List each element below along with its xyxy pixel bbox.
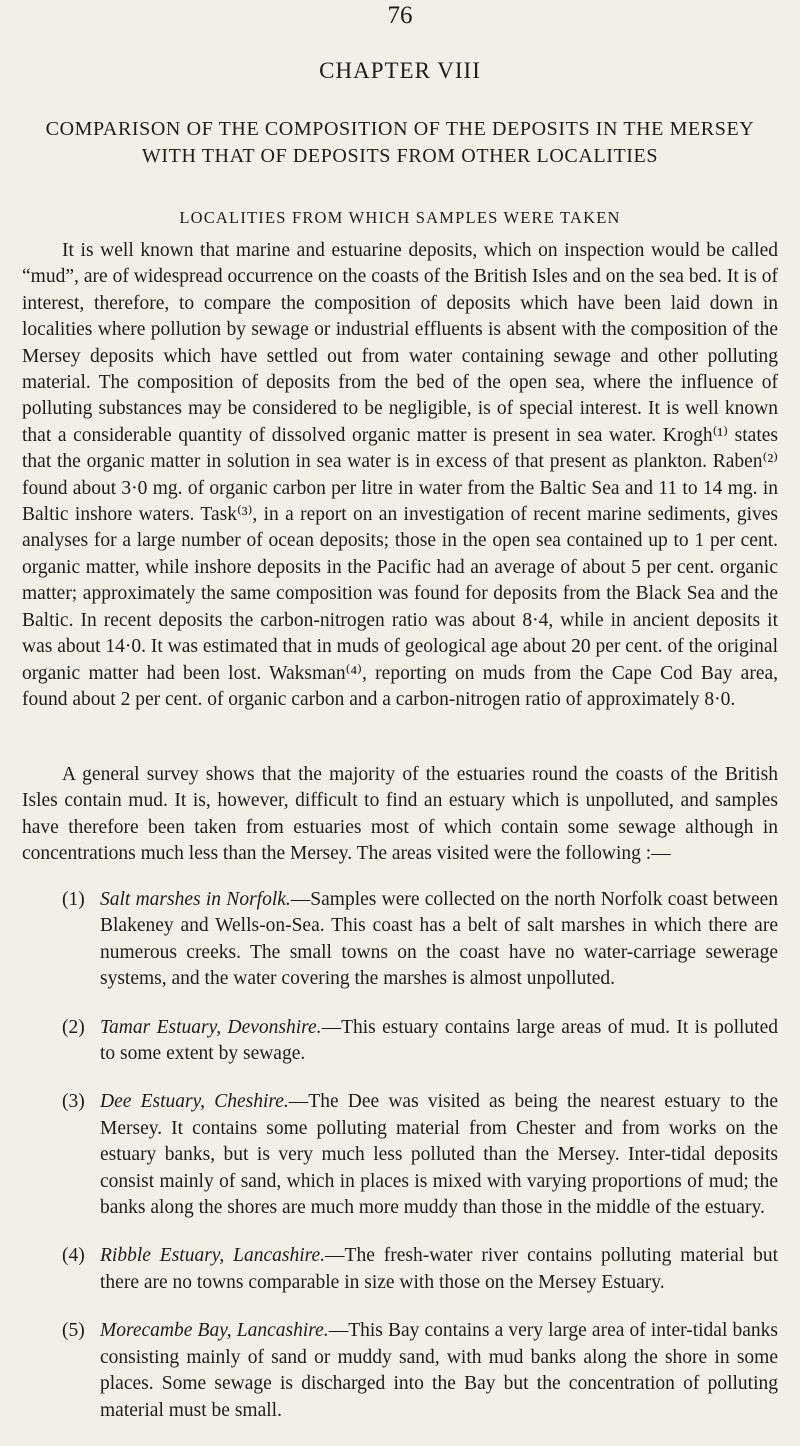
item-text: —This estuary contains large areas of mud. It is polluted to some extent by sewage. (100, 1016, 778, 1065)
item-place: Salt marshes in Norfolk. (100, 889, 291, 910)
item-text: —Samples were collected on the north Norfolk coast between Blakeney and Wells-on-Sea. This coast has a belt of salt marshes in which there are numerous creeks. The small towns on the coast have no water-carriage sewerage systems, and the water covering the marshes is almost unpolluted. (100, 889, 779, 990)
item-number: (3) (62, 1091, 85, 1113)
list-item (62, 1243, 778, 1296)
section-heading: LOCALITIES FROM WHICH SAMPLES WERE TAKEN (179, 208, 621, 227)
chapter-title: COMPARISON OF THE COMPOSITION OF THE DEPOSITS IN THE MERSEY WITH THAT OF DEPOSITS FROM OTHER LOCALITIES (45, 118, 755, 167)
chapter-heading: CHAPTER VIII (319, 58, 481, 83)
item-number: (5) (62, 1320, 85, 1342)
item-text: —The fresh-water river contains polluting material but there are no towns comparable in size with those on the Mersey Estuary. (100, 1245, 778, 1293)
body-paragraph: It is well known that marine and estuarine deposits, which on inspection would be called “mud”, are of widespread occurrence on the coasts of the British Isles and on the sea bed. It is of interest, therefore, to compare the composition of deposits which have been laid down in localities where pollution by sewage or industrial effluents is absent with the composition of the Mersey deposits which have settled out from water containing sewage and other polluting material. The composition of deposits from the bed of the open sea, where the influence of polluting substances may be considered to be negligible, is of special interest. It is well known that a considerable quantity of dissolved organic matter is present in sea water. Krogh⁽¹⁾ states that the organic matter in solution in sea water is in excess of that present as plankton. Raben⁽²⁾ found about 3·0 mg. of organic carbon per litre in water from the Baltic Sea and 11 to 14 mg. in Baltic inshore waters. Task⁽³⁾, in a report on an investigation of recent marine sediments, gives analyses for a large number of ocean deposits; those in the open sea contained up to 1 per cent. organic matter, while inshore deposits in the Pacific had an average of about 5 per cent. organic matter; approximately the same composition was found for deposits from the Black Sea and the Baltic. In recent deposits the carbon-nitrogen ratio was about 8·4, while in ancient deposits it was about 14·0. It was estimated that in muds of geological age about 20 per cent. of the original organic matter had been lost. Waksman⁽⁴⁾, reporting on muds from the Cape Cod Bay area, found about 2 per cent. of organic carbon and a carbon-nitrogen ratio of approximately 8·0. (22, 240, 778, 710)
areas-list (62, 887, 778, 1446)
list-item (62, 1318, 778, 1424)
item-place: Ribble Estuary, Lancashire. (100, 1245, 326, 1267)
list-item (62, 1015, 778, 1068)
list-item (62, 887, 778, 993)
item-place: Tamar Estuary, Devonshire. (100, 1016, 322, 1038)
list-item (62, 1089, 778, 1221)
item-place: Morecambe Bay, Lancashire. (100, 1320, 329, 1342)
item-place: Dee Estuary, Cheshire. (100, 1091, 289, 1113)
body-paragraph: A general survey shows that the majority of the estuaries round the coasts of the British Isles contain mud. It is, however, difficult to find an estuary which is unpolluted, and samples have therefore been taken from estuaries most of which contain some sewage although in concentrations much less than the Mersey. The areas visited were the following :— (22, 764, 778, 865)
item-number: (1) (62, 889, 85, 910)
item-number: (4) (62, 1245, 85, 1267)
item-text: —The Dee was visited as being the nearest estuary to the Mersey. It contains some polluting material from Chester and from works on the estuary banks, but is very much less polluted than the Mersey. Inter-tidal deposits consist mainly of sand, which in places is mixed with varying proportions of mud; the banks along the shores are much more muddy than those in the middle of the estuary. (100, 1091, 779, 1219)
page-number: 76 (387, 2, 413, 29)
item-text: —This Bay contains a very large area of inter-tidal banks consisting mainly of sand or muddy sand, with mud banks along the shore in some places. Some sewage is discharged into the Bay but the concentration of polluting material must be small. (100, 1320, 778, 1421)
item-number: (2) (62, 1016, 85, 1038)
